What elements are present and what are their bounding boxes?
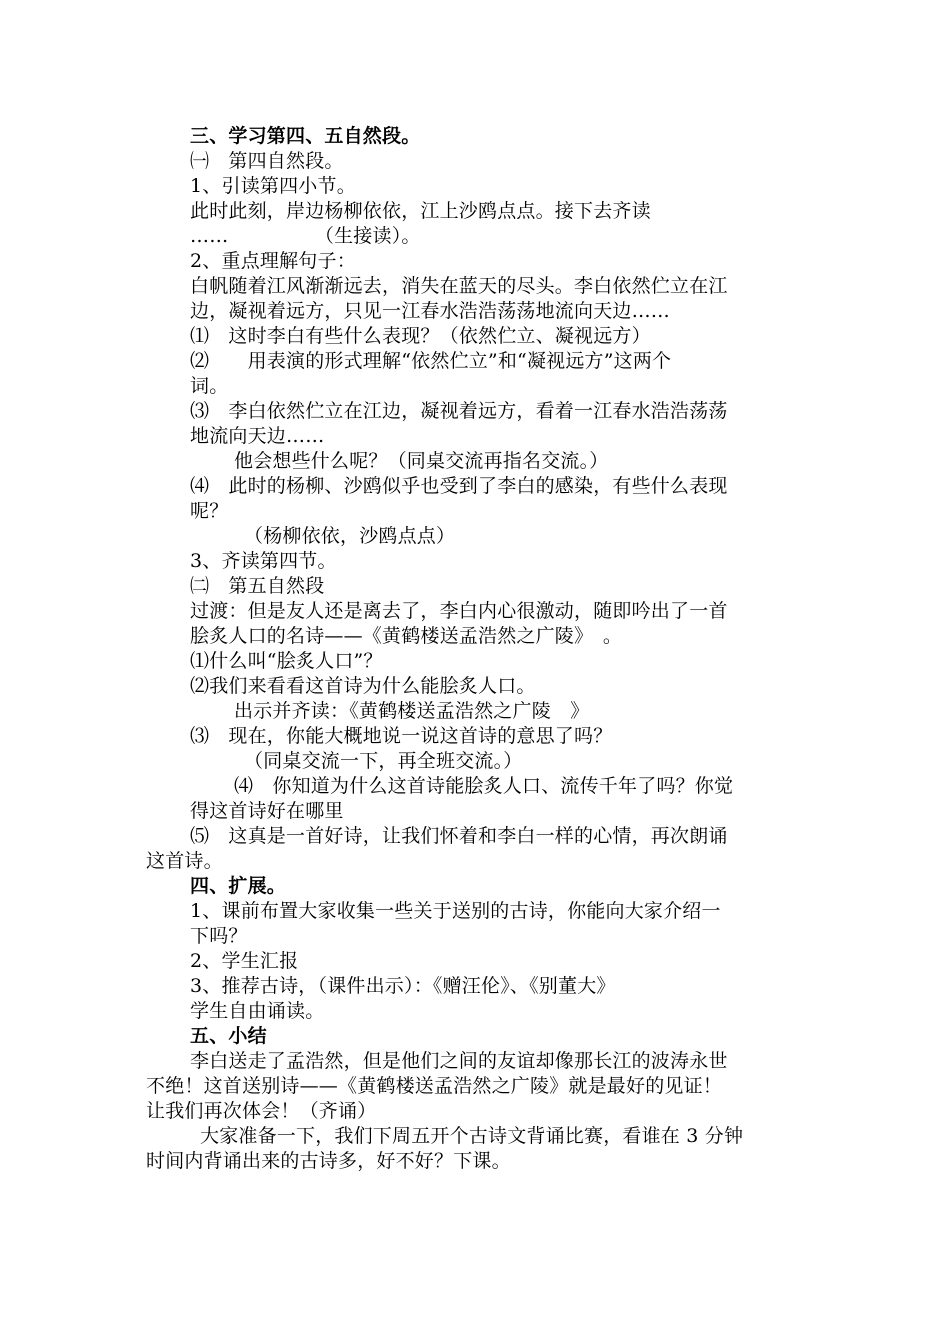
text-line: ⑴ 这时李白有些什么表现？（依然伫立、凝视远方） (190, 325, 651, 347)
text-line: 脍炙人口的名诗——《黄鹤楼送孟浩然之广陵》 。 (190, 625, 623, 647)
text-line: ⑸ 这真是一首好诗，让我们怀着和李白一样的心情，再次朗诵 (190, 825, 728, 847)
text-line: 出示并齐读：《黄鹤楼送孟浩然之广陵 》 (234, 700, 590, 722)
text-line: …… （生接读）。 (190, 225, 421, 247)
text-line: 让我们再次体会！（齐诵） (146, 1100, 377, 1122)
text-line: 下吗？ (190, 925, 248, 947)
text-line: 1、引读第四小节。 (190, 175, 356, 197)
text-line: （同桌交流一下，再全班交流。） (244, 750, 523, 772)
text-line: 3、推荐古诗，（课件出示）：《赠汪伦》、《别董大》 (190, 975, 616, 997)
text-line: 他会想些什么呢？（同桌交流再指名交流。） (234, 450, 609, 472)
text-line: 李白送走了孟浩然，但是他们之间的友谊却像那长江的波涛永世 (190, 1050, 728, 1072)
text-line: ⑵我们来看看这首诗为什么能脍炙人口。 (190, 675, 536, 697)
text-line: 过渡：但是友人还是离去了，李白内心很激动，随即吟出了一首 (190, 600, 728, 622)
text-line: 2、学生汇报 (190, 950, 299, 972)
text-line: 呢？ (190, 500, 229, 522)
section-heading-5: 五、小结 (190, 1025, 267, 1047)
section-heading-4: 四、扩展。 (190, 875, 287, 897)
subheading-para-4: ㈠ 第四自然段。 (190, 150, 344, 172)
text-line: ⑷ 你知道为什么这首诗能脍炙人口、流传千年了吗？你觉 (234, 775, 734, 797)
text-line: 地流向天边…… (190, 425, 325, 447)
text-line: ⑶ 李白依然伫立在江边，凝视着远方，看着一江春水浩浩荡荡 (190, 400, 728, 422)
text-line: 词。 (190, 375, 229, 397)
section-heading-3: 三、学习第四、五自然段。 (190, 125, 421, 147)
text-line: 得这首诗好在哪里 (190, 800, 344, 822)
text-line: ⑶ 现在，你能大概地说一说这首诗的意思了吗？ (190, 725, 613, 747)
subheading-para-5: ㈡ 第五自然段 (190, 575, 325, 597)
text-line: 这首诗。 (146, 850, 223, 872)
text-line: 不绝！这首送别诗——《黄鹤楼送孟浩然之广陵》就是最好的见证！ (146, 1075, 723, 1097)
text-line: （杨柳依依，沙鸥点点） (244, 525, 456, 547)
text-line: ⑴什么叫“脍炙人口”？ (190, 650, 383, 672)
text-line: 大家准备一下，我们下周五开个古诗文背诵比赛，看谁在 3 分钟 (200, 1125, 744, 1147)
text-line: 白帆随着江风渐渐远去，消失在蓝天的尽头。李白依然伫立在江 (190, 275, 728, 297)
text-line: 2、重点理解句子： (190, 250, 356, 272)
text-line: 边，凝视着远方，只见一江春水浩浩荡荡地流向天边…… (190, 300, 671, 322)
text-line: 3、齐读第四节。 (190, 550, 337, 572)
text-line: 此时此刻，岸边杨柳依依，江上沙鸥点点。接下去齐读 (190, 200, 651, 222)
text-line: 1、课前布置大家收集一些关于送别的古诗，你能向大家介绍一 (190, 900, 721, 922)
text-line: ⑵ 用表演的形式理解“依然伫立”和“凝视远方”这两个 (190, 350, 672, 372)
text-line: 学生自由诵读。 (190, 1000, 325, 1022)
text-line: ⑷ 此时的杨柳、沙鸥似乎也受到了李白的感染，有些什么表现 (190, 475, 728, 497)
text-line: 时间内背诵出来的古诗多，好不好？下课。 (146, 1150, 511, 1172)
